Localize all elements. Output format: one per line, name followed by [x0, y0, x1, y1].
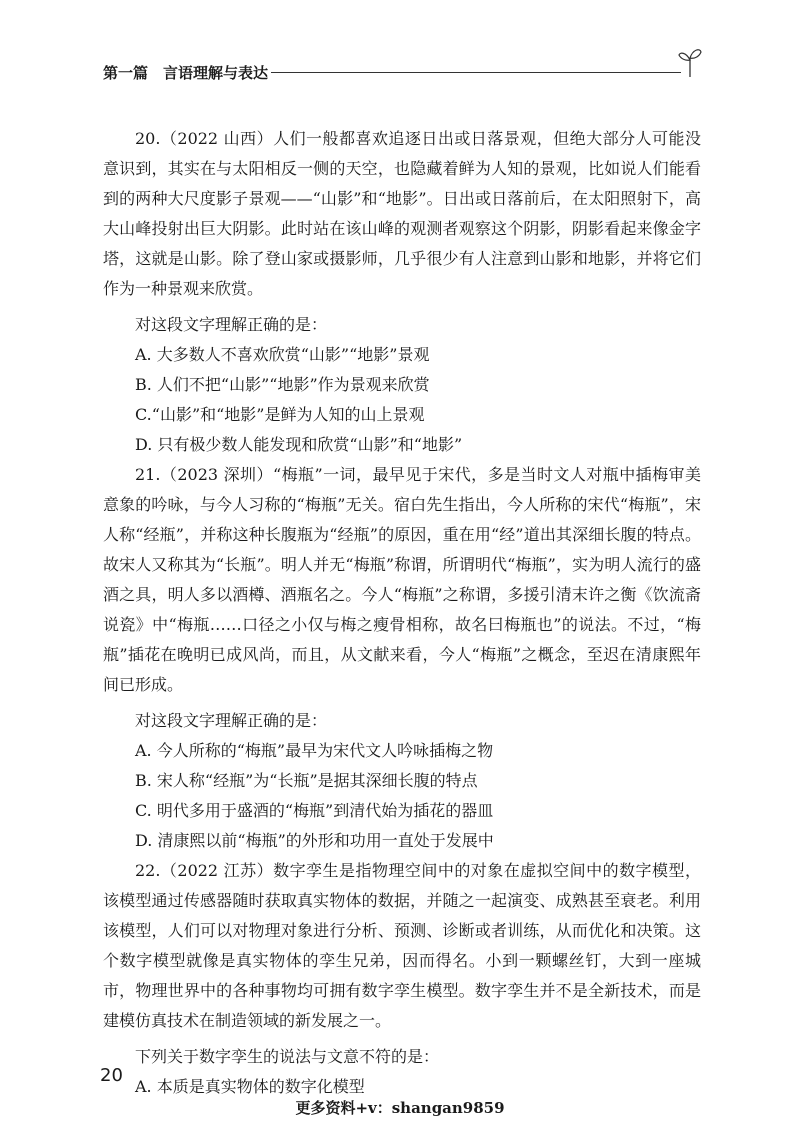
option-b: B. 宋人称“经瓶”为“长瓶”是据其深细长腹的特点 — [135, 771, 478, 790]
header-rule — [271, 72, 681, 73]
question-21 — [103, 460, 701, 856]
question-22 — [103, 856, 701, 1102]
question-20 — [103, 124, 701, 460]
question-stem: 下列关于数字孪生的说法与文意不符的是： — [135, 1047, 440, 1066]
option-c: C.“山影”和“地影”是鲜为人知的山上景观 — [135, 405, 425, 424]
option-b: B. 人们不把“山影”“地影”作为景观来欣赏 — [135, 375, 430, 394]
option-d: D. 清康熙以前“梅瓶”的外形和功用一直处于发展中 — [135, 831, 494, 850]
page-number: 20 — [100, 1065, 123, 1086]
option-c: C. 明代多用于盛酒的“梅瓶”到清代始为插花的器皿 — [135, 801, 494, 820]
running-header — [103, 62, 703, 86]
question-stem: 对这段文字理解正确的是： — [135, 711, 328, 730]
question-stem: 对这段文字理解正确的是： — [135, 315, 328, 334]
question-passage: 22.（2022 江苏）数字孪生是指物理空间中的对象在虚拟空间中的数字模型，该模型通过传感器随时获取真实物体的数据，并随之一起演变、成熟甚至衰老。利用该模型，人们可以对物理对象进行分析、预测、诊断或者训练，从而优化和决策。这个数字模型就像是真实物体的孪生兄弟，因而得名。小到一颗螺丝钉，大到一座城市，物理世界中的各种事物均可拥有数字孪生模型。数字孪生并不是全新技术，而是建模仿真技术在制造领域的新发展之一。 — [103, 861, 701, 1030]
question-passage: 20.（2022 山西）人们一般都喜欢追逐日出或日落景观，但绝大部分人可能没意识到，其实在与太阳相反一侧的天空，也隐藏着鲜为人知的景观，比如说人们能看到的两种大尺度影子景观——“山影”和“地影”。日出或日落前后，在太阳照射下，高大山峰投射出巨大阴影。此时站在该山峰的观测者观察这个阴影，阴影看起来像金字塔，这就是山影。除了登山家或摄影师，几乎很少有人注意到山影和地影，并将它们作为一种景观来欣赏。 — [103, 129, 701, 298]
option-a: A. 大多数人不喜欢欣赏“山影”“地影”景观 — [135, 345, 430, 364]
section-title: 第一篇 言语理解与表达 — [103, 64, 269, 82]
main-content — [103, 124, 701, 1102]
sprout-icon — [677, 44, 703, 78]
option-a: A. 本质是真实物体的数字化模型 — [135, 1077, 365, 1096]
footer-watermark: 更多资料+v：shangan9859 — [295, 1099, 505, 1117]
option-a: A. 今人所称的“梅瓶”最早为宋代文人吟咏插梅之物 — [135, 741, 494, 760]
question-passage: 21.（2023 深圳）“梅瓶”一词，最早见于宋代，多是当时文人对瓶中插梅审美意象的吟咏，与今人习称的“梅瓶”无关。宿白先生指出，今人所称的宋代“梅瓶”，宋人称“经瓶”，并称这种长腹瓶为“经瓶”的原因，重在用“经”道出其深细长腹的特点。故宋人又称其为“长瓶”。明人并无“梅瓶”称谓，所谓明代“梅瓶”，实为明人流行的盛酒之具，明人多以酒樽、酒瓶名之。今人“梅瓶”之称谓，多援引清末许之衡《饮流斋说瓷》中“梅瓶……口径之小仅与梅之瘦骨相称，故名曰梅瓶也”的说法。不过，“梅瓶”插花在晚明已成风尚，而且，从文献来看，今人“梅瓶”之概念，至迟在清康熙年间已形成。 — [103, 465, 701, 694]
option-d: D. 只有极少数人能发现和欣赏“山影”和“地影” — [135, 435, 463, 454]
